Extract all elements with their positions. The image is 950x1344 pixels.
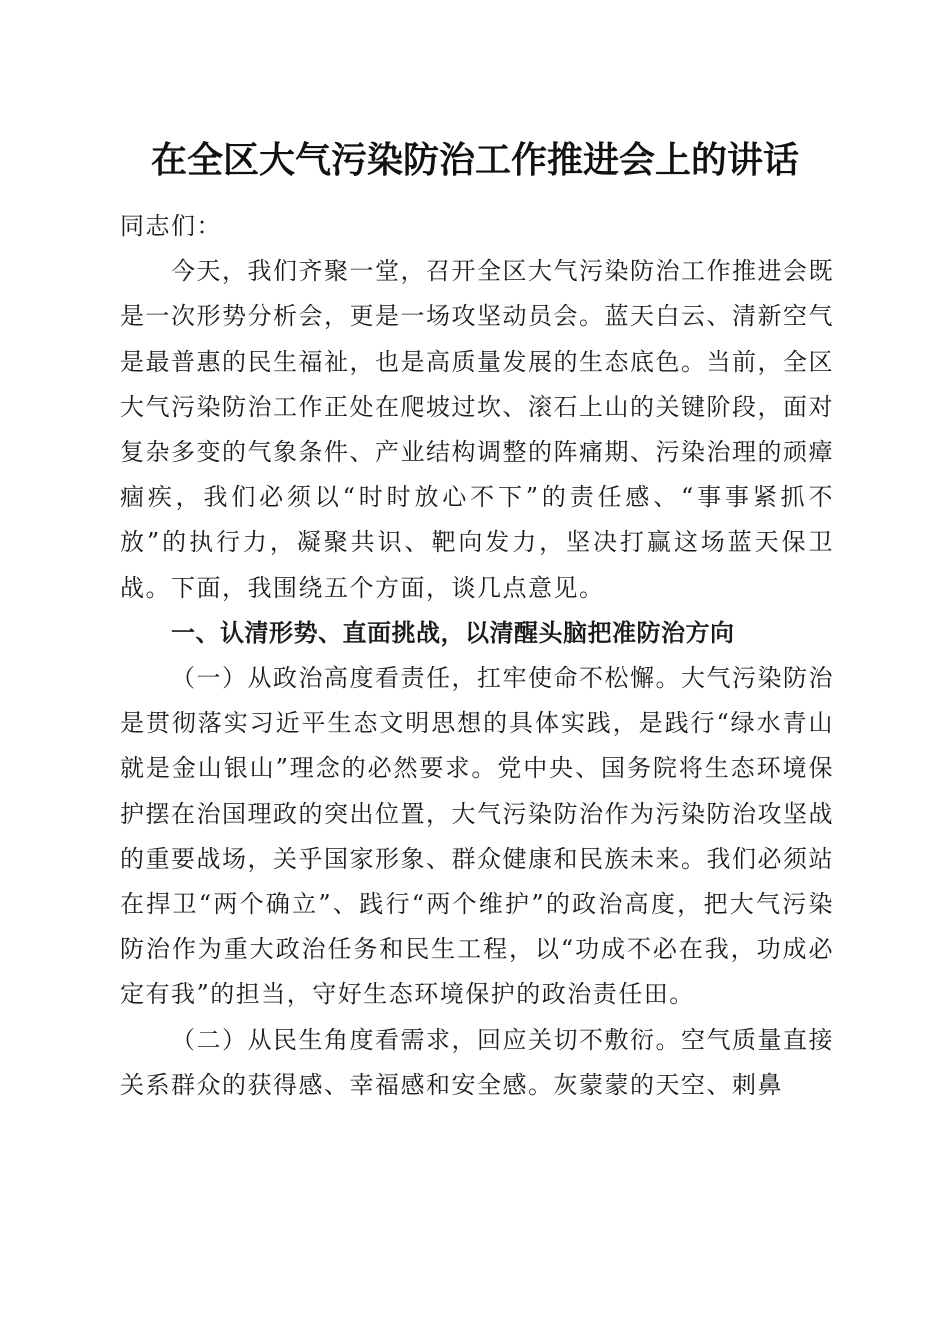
subsection-1-body: 大气污染防治是贯彻落实习近平生态文明思想的具体实践，是践行“绿水青山就是金山银山”理念的必然要求。党中央、国务院将生态环境保护摆在治国理政的突出位置，大气污染防治作为污染防治攻坚战的重要战场，关乎国家形象、群众健康和民族未来。我们必须站在捍卫“两个确立”、践行“两个维护”的政治高度，把大气污染防治作为重大政治任务和民生工程，以“功成不必在我，功成必定有我”的担当，守好生态环境保护的政治责任田。 <box>120 664 834 1009</box>
subsection-2-lead: （二）从民生角度看需求，回应关切不敷衍。 <box>171 1025 681 1054</box>
subsection-1-paragraph <box>120 656 834 1018</box>
document-body <box>120 204 834 1108</box>
salutation: 同志们： <box>120 212 222 240</box>
section-heading-1: 一、认清形势、直面挑战，以清醒头脑把准防治方向 <box>171 618 735 647</box>
subsection-2-paragraph <box>120 1018 834 1108</box>
intro-paragraph: 今天，我们齐聚一堂，召开全区大气污染防治工作推进会既是一次形势分析会，更是一场攻坚动员会。蓝天白云、清新空气是最普惠的民生福祉，也是高质量发展的生态底色。当前，全区大气污染防治工作正处在爬坡过坎、滚石上山的关键阶段，面对复杂多变的气象条件、产业结构调整的阵痛期、污染治理的顽瘴痼疾，我们必须以“时时放心不下”的责任感、“事事紧抓不放”的执行力，凝聚共识、靶向发力，坚决打赢这场蓝天保卫战。下面，我围绕五个方面，谈几点意见。 <box>120 257 834 602</box>
document-title: 在全区大气污染防治工作推进会上的讲话 <box>150 139 799 181</box>
subsection-2-body: 空气质量直接关系群众的获得感、幸福感和安全感。灰蒙蒙的天空、刺鼻 <box>120 1025 834 1099</box>
subsection-1-lead: （一）从政治高度看责任，扛牢使命不松懈。 <box>171 664 681 693</box>
